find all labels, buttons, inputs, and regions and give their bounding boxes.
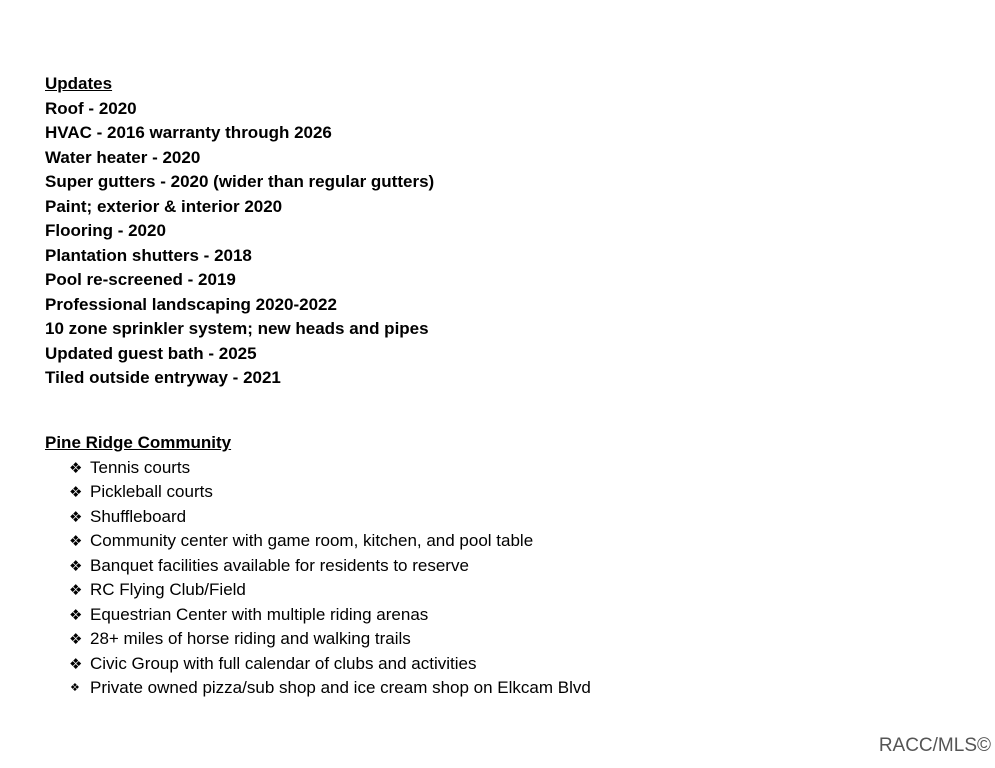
update-item: HVAC - 2016 warranty through 2026	[45, 123, 332, 142]
mls-watermark: RACC/MLS©	[878, 735, 991, 756]
community-heading: Pine Ridge Community	[45, 433, 232, 452]
diamond-bullet-icon: ❖	[69, 654, 83, 673]
list-item	[45, 676, 591, 701]
amenity-text: Pickleball courts	[90, 482, 213, 501]
update-item: Plantation shutters - 2018	[45, 245, 252, 265]
diamond-bullet-icon: ❖	[69, 630, 83, 648]
list-item	[45, 554, 591, 579]
diamond-bullet-icon: ❖	[69, 605, 83, 624]
update-item: Tiled outside entryway - 2021	[45, 368, 281, 387]
update-item: Updated guest bath - 2025	[45, 343, 257, 363]
amenity-text: Tennis courts	[90, 457, 191, 477]
list-item	[45, 456, 591, 481]
community-section	[45, 431, 591, 701]
list-item	[45, 505, 591, 530]
diamond-bullet-icon: ❖	[69, 532, 83, 550]
update-item: Roof - 2020	[45, 98, 137, 118]
list-item	[45, 603, 591, 628]
update-item: Water heater - 2020	[45, 147, 201, 167]
update-item: Professional landscaping 2020-2022	[45, 294, 337, 314]
updates-list	[45, 97, 434, 391]
diamond-bullet-icon: ❖	[69, 483, 83, 501]
list-item	[45, 652, 591, 677]
amenities-list	[45, 456, 591, 701]
update-item: Flooring - 2020	[45, 221, 166, 240]
list-item	[45, 480, 591, 505]
diamond-bullet-icon: ❖	[69, 507, 83, 526]
amenity-text: Shuffleboard	[90, 506, 187, 526]
diamond-bullet-icon: ❖	[69, 556, 83, 575]
amenity-text: RC Flying Club/Field	[90, 580, 246, 599]
update-item: 10 zone sprinkler system; new heads and pipes	[45, 319, 429, 338]
updates-heading: Updates	[45, 74, 113, 93]
amenity-text: Civic Group with full calendar of clubs and activities	[90, 653, 477, 673]
update-item: Super gutters - 2020 (wider than regular gutters)	[45, 172, 435, 191]
update-item: Paint; exterior & interior 2020	[45, 196, 283, 216]
diamond-bullet-icon: ❖	[69, 458, 83, 477]
amenity-text: Equestrian Center with multiple riding arenas	[90, 604, 429, 624]
updates-section	[45, 72, 434, 391]
list-item	[45, 529, 591, 554]
amenity-text: 28+ miles of horse riding and walking trails	[90, 629, 411, 648]
list-item	[45, 627, 591, 652]
diamond-bullet-icon: ❖	[70, 681, 80, 694]
amenity-text: Community center with game room, kitchen, and pool table	[90, 531, 534, 550]
amenity-text: Private owned pizza/sub shop and ice cream shop on Elkcam Blvd	[90, 678, 591, 697]
list-item	[45, 578, 591, 603]
diamond-bullet-icon: ❖	[69, 581, 83, 599]
amenity-text: Banquet facilities available for residents to reserve	[90, 555, 469, 575]
update-item: Pool re-screened - 2019	[45, 270, 236, 289]
